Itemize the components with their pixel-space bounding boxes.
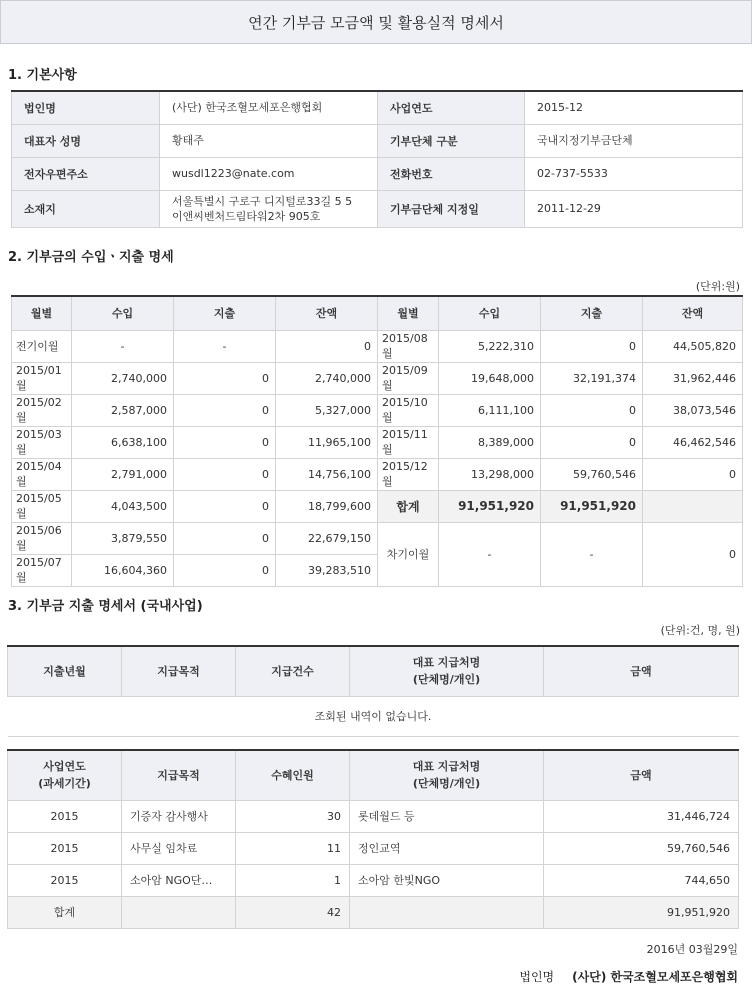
total-label: 합계 [8, 896, 122, 928]
total-people: 42 [236, 896, 350, 928]
income-cell: 8,389,000 [439, 426, 541, 458]
expense-cell: - [174, 330, 276, 362]
field-label: 기부금단체 지정일 [378, 190, 525, 227]
month-cell: 2015/04월 [12, 458, 72, 490]
field-value: 02-737-5533 [525, 157, 743, 190]
balance-cell: 11,965,100 [276, 426, 378, 458]
amount-cell: 31,446,724 [544, 800, 739, 832]
total-income: 91,951,920 [439, 490, 541, 522]
people-cell: 1 [236, 864, 350, 896]
ledger-row [12, 458, 743, 490]
section-basic-heading: 1. 기본사항 [8, 68, 77, 83]
balance-cell: 0 [276, 330, 378, 362]
year-cell: 2015 [8, 832, 122, 864]
ledger-row [12, 426, 743, 458]
field-value: 2015-12 [525, 91, 743, 124]
expense-unit: (단위:건, 명, 원) [660, 624, 740, 637]
ledger-row [12, 394, 743, 426]
year-cell: 2015 [8, 864, 122, 896]
ledger-header: 수입 [72, 296, 174, 330]
expense-header [122, 646, 236, 696]
total-expense: 91,951,920 [541, 490, 643, 522]
expense-row [8, 864, 739, 896]
month-cell: 2015/02월 [12, 394, 72, 426]
balance-cell: 18,799,600 [276, 490, 378, 522]
income-cell: 6,111,100 [439, 394, 541, 426]
ledger-unit: (단위:원) [695, 280, 740, 293]
field-value: 황태주 [160, 124, 378, 157]
purpose-cell: 소아암 NGO단… [122, 864, 236, 896]
year-cell: 2015 [8, 800, 122, 832]
basic-info-row [12, 157, 743, 190]
expense-cell: 0 [541, 394, 643, 426]
ledger-header: 수입 [439, 296, 541, 330]
expense-total-row [8, 896, 739, 928]
ledger-header: 잔액 [643, 296, 743, 330]
basic-info-row [12, 190, 743, 227]
total-amount: 91,951,920 [544, 896, 739, 928]
issue-date: 2016년 03월29일 [646, 943, 738, 956]
expense-header [350, 750, 544, 800]
month-cell: 2015/01월 [12, 362, 72, 394]
balance-cell: 44,505,820 [643, 330, 743, 362]
expense-row [8, 832, 739, 864]
expense-cell: 0 [174, 458, 276, 490]
month-cell: 2015/10월 [378, 394, 439, 426]
purpose-cell: 사무실 임차료 [122, 832, 236, 864]
section-ledger-heading: 2. 기부금의 수입ㆍ지출 명세 [8, 250, 174, 265]
month-cell: 2015/05월 [12, 490, 72, 522]
balance-cell: 39,283,510 [276, 554, 378, 586]
field-label: 전자우편주소 [12, 157, 160, 190]
income-cell: 19,648,000 [439, 362, 541, 394]
people-cell: 11 [236, 832, 350, 864]
corp-signature [519, 968, 738, 985]
expense-header-line: (단체명/개인) [412, 777, 481, 791]
ledger-header: 잔액 [276, 296, 378, 330]
expense-cell: 0 [174, 554, 276, 586]
month-cell: 2015/08월 [378, 330, 439, 362]
carry-label: 차기이월 [378, 522, 439, 586]
expense-header-line: (과세기간) [38, 777, 91, 791]
recipient-cell: 소아암 한빛NGO [350, 864, 544, 896]
total-label: 합계 [378, 490, 439, 522]
balance-cell: 0 [643, 458, 743, 490]
field-value: 서울특별시 구로구 디지털로33길 5 5 이앤씨벤처드림타워2차 905호 [160, 190, 378, 227]
balance-cell: 2,740,000 [276, 362, 378, 394]
month-cell: 전기이월 [12, 330, 72, 362]
month-cell: 2015/06월 [12, 522, 72, 554]
expense-header-line: 금액 [630, 768, 652, 782]
expense-header-line: 지급목적 [157, 664, 200, 678]
field-value: 국내지정기부금단체 [525, 124, 743, 157]
income-cell: 13,298,000 [439, 458, 541, 490]
corp-label: 법인명 [519, 970, 555, 984]
expense-header [350, 646, 544, 696]
income-cell: 5,222,310 [439, 330, 541, 362]
ledger-header: 월별 [12, 296, 72, 330]
amount-cell: 59,760,546 [544, 832, 739, 864]
income-cell: 4,043,500 [72, 490, 174, 522]
expense-detail-table [7, 645, 739, 737]
basic-info-row [12, 124, 743, 157]
expense-header [544, 646, 739, 696]
recipient-cell: 정인교역 [350, 832, 544, 864]
expense-header [122, 750, 236, 800]
expense-cell: 59,760,546 [541, 458, 643, 490]
month-cell: 2015/12월 [378, 458, 439, 490]
carry-expense: - [541, 522, 643, 586]
expense-header-line: 지출년월 [43, 664, 86, 678]
balance-cell: 38,073,546 [643, 394, 743, 426]
field-label: 기부단체 구분 [378, 124, 525, 157]
expense-header-line: 사업연도 [43, 760, 86, 774]
people-cell: 30 [236, 800, 350, 832]
expense-header [544, 750, 739, 800]
income-cell: 2,587,000 [72, 394, 174, 426]
income-cell: 2,740,000 [72, 362, 174, 394]
income-cell: 2,791,000 [72, 458, 174, 490]
basic-info-table [11, 90, 743, 228]
total-recipient [350, 896, 544, 928]
section-expense-heading: 3. 기부금 지출 명세서 (국내사업) [8, 599, 203, 614]
purpose-cell: 기증자 감사행사 [122, 800, 236, 832]
field-value: (사단) 한국조혈모세포은행협회 [160, 91, 378, 124]
expense-summary-table [7, 749, 739, 929]
expense-header-line: 지급목적 [157, 768, 200, 782]
total-purpose [122, 896, 236, 928]
carry-balance: 0 [643, 522, 743, 586]
ledger-row [12, 330, 743, 362]
balance-cell: 5,327,000 [276, 394, 378, 426]
expense-cell: 0 [174, 490, 276, 522]
ledger-row [12, 362, 743, 394]
ledger-row [12, 490, 743, 522]
amount-cell: 744,650 [544, 864, 739, 896]
total-balance [643, 490, 743, 522]
expense-header [8, 646, 122, 696]
month-cell: 2015/11월 [378, 426, 439, 458]
expense-header [236, 646, 350, 696]
expense-row [8, 800, 739, 832]
month-cell: 2015/07월 [12, 554, 72, 586]
expense-cell: 0 [541, 426, 643, 458]
income-cell: - [72, 330, 174, 362]
month-cell: 2015/03월 [12, 426, 72, 458]
expense-cell: 0 [174, 394, 276, 426]
ledger-header: 지출 [541, 296, 643, 330]
field-label: 전화번호 [378, 157, 525, 190]
expense-cell: 0 [174, 426, 276, 458]
recipient-cell: 롯데월드 등 [350, 800, 544, 832]
expense-header-line: 금액 [630, 664, 652, 678]
balance-cell: 31,962,446 [643, 362, 743, 394]
expense-cell: 0 [174, 522, 276, 554]
income-cell: 6,638,100 [72, 426, 174, 458]
carry-income: - [439, 522, 541, 586]
month-cell: 2015/09월 [378, 362, 439, 394]
field-value: 2011-12-29 [525, 190, 743, 227]
ledger-header: 지출 [174, 296, 276, 330]
field-label: 사업연도 [378, 91, 525, 124]
expense-header-line: 지급건수 [271, 664, 314, 678]
expense-header-line: 대표 지급처명 [412, 760, 481, 774]
ledger-header: 월별 [378, 296, 439, 330]
balance-cell: 46,462,546 [643, 426, 743, 458]
expense-header [8, 750, 122, 800]
expense-header-line: 수혜인원 [271, 768, 314, 782]
empty-message: 조회된 내역이 없습니다. [8, 696, 739, 736]
expense-header-line: 대표 지급처명 [412, 656, 481, 670]
corp-name: (사단) 한국조혈모세포은행협회 [572, 970, 738, 984]
field-value: wusdl1223@nate.com [160, 157, 378, 190]
ledger-table [11, 295, 743, 587]
basic-info-row [12, 91, 743, 124]
expense-cell: 0 [541, 330, 643, 362]
expense-cell: 32,191,374 [541, 362, 643, 394]
page-title: 연간 기부금 모금액 및 활용실적 명세서 [0, 0, 752, 44]
field-label: 대표자 성명 [12, 124, 160, 157]
balance-cell: 14,756,100 [276, 458, 378, 490]
expense-header [236, 750, 350, 800]
income-cell: 3,879,550 [72, 522, 174, 554]
expense-cell: 0 [174, 362, 276, 394]
ledger-row [12, 522, 743, 554]
expense-header-line: (단체명/개인) [412, 673, 481, 687]
field-label: 소재지 [12, 190, 160, 227]
field-label: 법인명 [12, 91, 160, 124]
balance-cell: 22,679,150 [276, 522, 378, 554]
income-cell: 16,604,360 [72, 554, 174, 586]
